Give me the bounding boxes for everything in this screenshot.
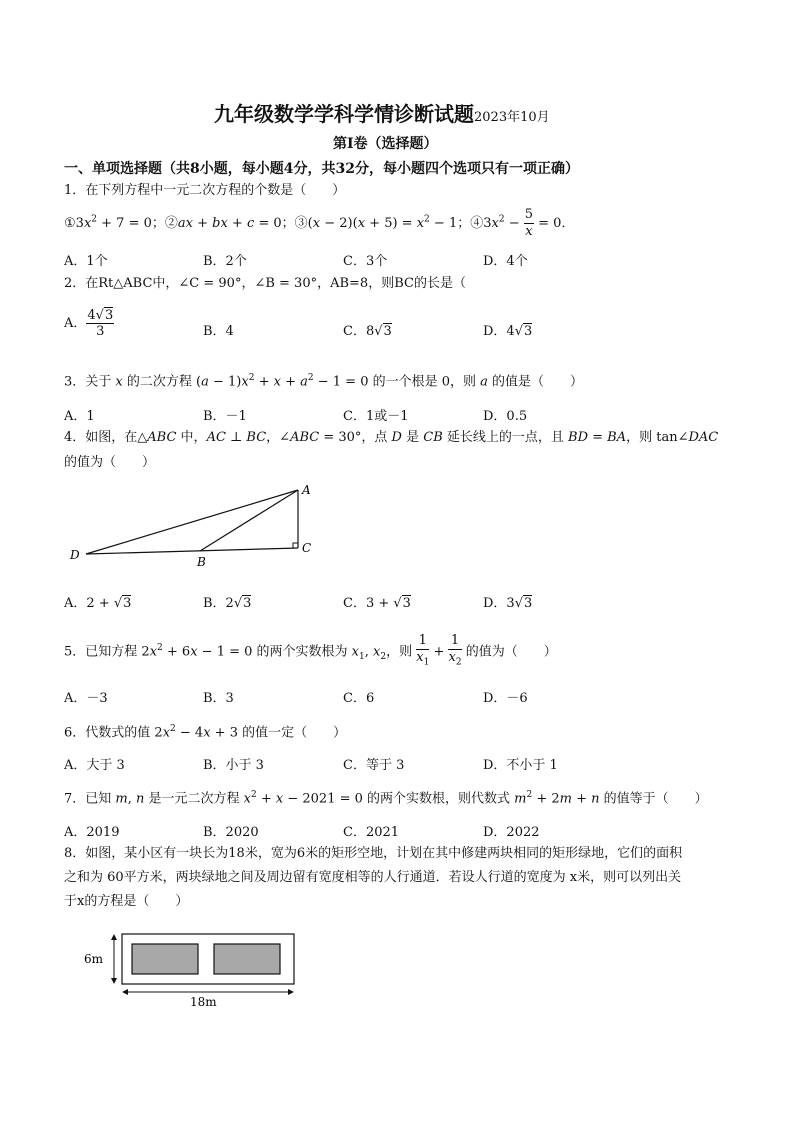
q1-option-d[interactable]: D．4个: [483, 254, 528, 269]
q5-stem: 5．已知方程 $2x^2 + 6x - 1 = 0$ 的两个实数根为 $x_1$, $x_2$，则 $\frac{1}{x_1}$ + $\frac{1}{x_2}$ 的值为（ ）: [64, 633, 557, 668]
q2-option-d[interactable]: D．4√3: [483, 324, 533, 339]
q4-stem-line2: 的值为（ ）: [64, 455, 156, 470]
q8-stem-line3: 于x的方程是（ ）: [64, 894, 189, 909]
width-label: 18m: [190, 995, 217, 1008]
label-c: C: [302, 541, 312, 555]
q6-option-d[interactable]: D．不小于 1: [483, 758, 558, 773]
q3-stem: 3．关于 x 的二次方程 $(a - 1)x^2 + x + a^2 - 1 = 0$ 的一个根是 0，则 a 的值是（ ）: [64, 373, 584, 390]
q4-option-d[interactable]: D．3√3: [483, 596, 533, 611]
q5-option-a[interactable]: A．－3: [64, 691, 108, 706]
label-a: A: [302, 483, 311, 497]
q6-option-b[interactable]: B．小于 3: [203, 758, 264, 773]
q5-option-d[interactable]: D．－6: [483, 691, 528, 706]
line-da: [86, 490, 298, 554]
q6-stem: 6．代数式的值 $2x^2 - 4x + 3$ 的值一定（ ）: [64, 724, 347, 741]
q2-stem: 2．在Rt△ABC中，∠C = 90°，∠B = 30°，AB=8，则BC的长是（: [64, 276, 466, 291]
q7-stem: 7．已知 m, n 是一元二次方程 $x^2 + x - 2021 = 0$ 的两个实数根，则代数式 $m^2 + 2m + n$ 的值等于（ ）: [64, 790, 708, 807]
green-plot-left: [132, 944, 198, 974]
volume-title: 第Ⅰ卷（选择题）: [333, 136, 438, 152]
q8-rectangle-figure: [80, 928, 310, 1008]
q4-option-c[interactable]: C．3 + √3: [343, 596, 411, 611]
q1-option-b[interactable]: B．2个: [203, 254, 247, 269]
height-label: 6m: [84, 952, 104, 966]
label-b: B: [197, 555, 206, 569]
q1-option-c[interactable]: C．3个: [343, 254, 388, 269]
q8-stem-line1: 8．如图，某小区有一块长为18米，宽为6米的矩形空地，计划在其中修建两块相同的矩形绿地，它们的面积: [64, 846, 683, 861]
q2-option-b[interactable]: B．4: [203, 324, 234, 339]
right-angle-mark: [293, 543, 298, 548]
q3-option-a[interactable]: A．1: [64, 409, 95, 424]
q1-option-a[interactable]: A．1个: [64, 254, 108, 269]
line-ba: [200, 490, 298, 551]
q2-option-c[interactable]: C．8√3: [343, 324, 392, 339]
q3-option-d[interactable]: D．0.5: [483, 409, 528, 424]
q3-option-b[interactable]: B．－1: [203, 409, 247, 424]
q4-triangle-figure: [60, 480, 330, 570]
q7-option-a[interactable]: A．2019: [64, 825, 120, 840]
q6-option-a[interactable]: A．大于 3: [64, 758, 125, 773]
q7-option-d[interactable]: D．2022: [483, 825, 540, 840]
line-dc: [86, 548, 298, 554]
q3-option-c[interactable]: C．1或－1: [343, 409, 409, 424]
q1-stem: 1．在下列方程中一元二次方程的个数是（ ）: [64, 183, 346, 198]
q2-option-a[interactable]: A． $\frac{4√3}{3}$: [64, 308, 114, 339]
q1-equations: $①3x^2 + 7 = 0$；②ax + bx + c = 0；③(x − $2)(x + 5) = x^2 - 1$；$④3x^2$ − $\frac{5}{x}$ = 0．: [64, 207, 575, 239]
section-heading: 一、单项选择题（共8小题，每小题4分，共32分，每小题四个选项只有一项正确）: [64, 161, 579, 177]
q8-stem-line2: 之和为 60平方米，两块绿地之间及周边留有宽度相等的人行通道．若设人行道的宽度为 x米，则可以列出关: [64, 870, 682, 885]
q4-option-a[interactable]: A．2 + √3: [64, 596, 132, 611]
exam-date: 2023年10月: [474, 110, 550, 125]
label-d: D: [70, 548, 80, 562]
q5-option-c[interactable]: C．6: [343, 691, 375, 706]
q6-option-c[interactable]: C．等于 3: [343, 758, 405, 773]
page-title: 九年级数学学科学情诊断试题2023年10月: [214, 102, 550, 126]
q4-stem: 4．如图，在△ABC 中，AC ⊥ BC，∠ABC = 30°，点 D 是 CB 延长线上的一点，且 BD = BA，则 tan∠DAC: [64, 430, 719, 445]
q7-option-b[interactable]: B．2020: [203, 825, 259, 840]
green-plot-right: [214, 944, 280, 974]
q4-option-b[interactable]: B．2√3: [203, 596, 252, 611]
q5-option-b[interactable]: B．3: [203, 691, 234, 706]
q7-option-c[interactable]: C．2021: [343, 825, 400, 840]
